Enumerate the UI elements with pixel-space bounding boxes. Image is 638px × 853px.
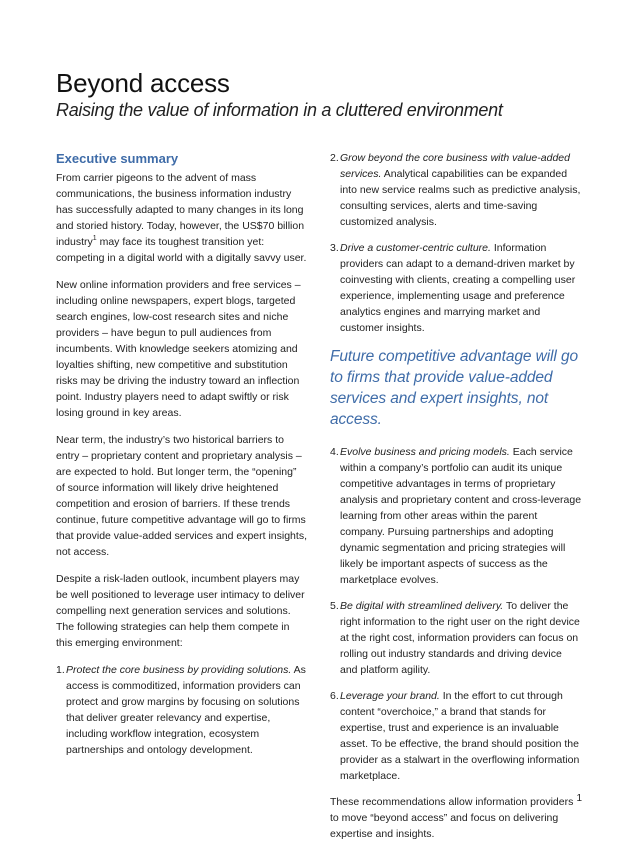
strategy-lead: Evolve business and pricing models. <box>340 446 510 458</box>
strategy-text: As access is commoditized, information providers can protect and grow margins by focusing on solutions that deliver greater relevancy and expertise, including workflow integration, ecosystem partnerships and ontology development. <box>66 664 306 756</box>
strategy-item-1 <box>56 662 308 758</box>
section-heading-executive-summary: Executive summary <box>56 151 179 166</box>
strategy-item-6 <box>330 688 582 784</box>
pull-quote: Future competitive advantage will go to firms that provide value-added services and expert insights, not access. <box>330 348 578 428</box>
paragraph-new-providers: New online information providers and free services – including online newspapers, expert blogs, targeted search engines, low-cost research sites and niche providers – have begun to pull audiences from incumbents. With knowledge seekers atomizing and loyalties shifting, new competitive and substitution risks may be driving the industry toward an inflection point. Industry players need to adapt swiftly or risk losing ground in key areas. <box>56 279 301 419</box>
strategy-text: To deliver the right information to the right user on the right device at the right cost, information providers can focus on rolling out industry standards and driving device and platform agility. <box>340 600 580 676</box>
strategy-text: Information providers can adapt to a demand-driven market by coinvesting with clients, creating a compelling user experience, implementing usage and preference analytics engines and marrying market and customer insights. <box>340 242 576 334</box>
strategy-item-2 <box>330 150 582 230</box>
page-number: 1 <box>576 793 582 804</box>
strategy-lead: Grow beyond the core business with value-added services. <box>340 152 570 180</box>
paragraph-closing: These recommendations allow information providers to move “beyond access” and focus on delivering expertise and insights. <box>330 796 574 840</box>
left-column <box>56 150 308 768</box>
paragraph-intro: From carrier pigeons to the advent of mass communications, the business information industry has successfully adapted to many changes in its long and storied history. Today, however, the US$70 billion industry$^1$ may face its toughest transition yet: competing in a digital world with a digitally savvy user. <box>56 172 307 264</box>
strategy-lead: Be digital with streamlined delivery. <box>340 600 504 612</box>
strategy-number: 1. <box>56 664 65 676</box>
document-title: Beyond access <box>56 68 230 98</box>
right-column <box>330 150 582 853</box>
strategy-lead: Leverage your brand. <box>340 690 440 702</box>
strategy-item-4 <box>330 444 582 588</box>
strategy-lead: Protect the core business by providing solutions. <box>66 664 292 676</box>
strategy-lead: Drive a customer-centric culture. <box>340 242 491 254</box>
strategy-text: Analytical capabilities can be expanded into new service realms such as predictive analysis, consulting services, alerts and time-saving customized analysis. <box>340 168 581 228</box>
strategy-text: In the effort to cut through content “overchoice,” a brand that stands for expertise, trust and experience is an invaluable asset. To be effective, the brand should position the provider as a stalwart in the overflowing information marketplace. <box>340 690 580 782</box>
footnote-marker: 1 <box>92 234 97 242</box>
strategy-number: 2. <box>330 152 339 164</box>
strategy-text: Each service within a company’s portfolio can audit its unique competitive advantages in terms of proprietary analysis and proprietary content and cross-leverage learning from other areas within the parent company. Pursuing partnerships and adopting dynamic segmentation and pricing strategies will likely be important aspects of success as the marketplace evolves. <box>340 446 582 586</box>
paragraph-outlook: Despite a risk-laden outlook, incumbent players may be well positioned to leverage user intimacy to deliver compelling next generation services and solutions. The following strategies can help them compete in this emerging environment: <box>56 573 305 649</box>
strategy-number: 6. <box>330 690 339 702</box>
strategy-number: 4. <box>330 446 339 458</box>
strategy-item-3 <box>330 240 582 336</box>
strategy-number: 5. <box>330 600 339 612</box>
document-subtitle: Raising the value of information in a cluttered environment <box>56 100 503 120</box>
paragraph-barriers: Near term, the industry’s two historical barriers to entry – proprietary content and proprietary analysis – are expected to hold. But longer term, the “opening” of source information will likely drive heightened competition and erosion of barriers. If these trends continue, future competitive advantage will go to firms that provide value-added services and expert insights, not access. <box>56 434 307 558</box>
strategy-item-5 <box>330 598 582 678</box>
strategy-number: 3. <box>330 242 339 254</box>
